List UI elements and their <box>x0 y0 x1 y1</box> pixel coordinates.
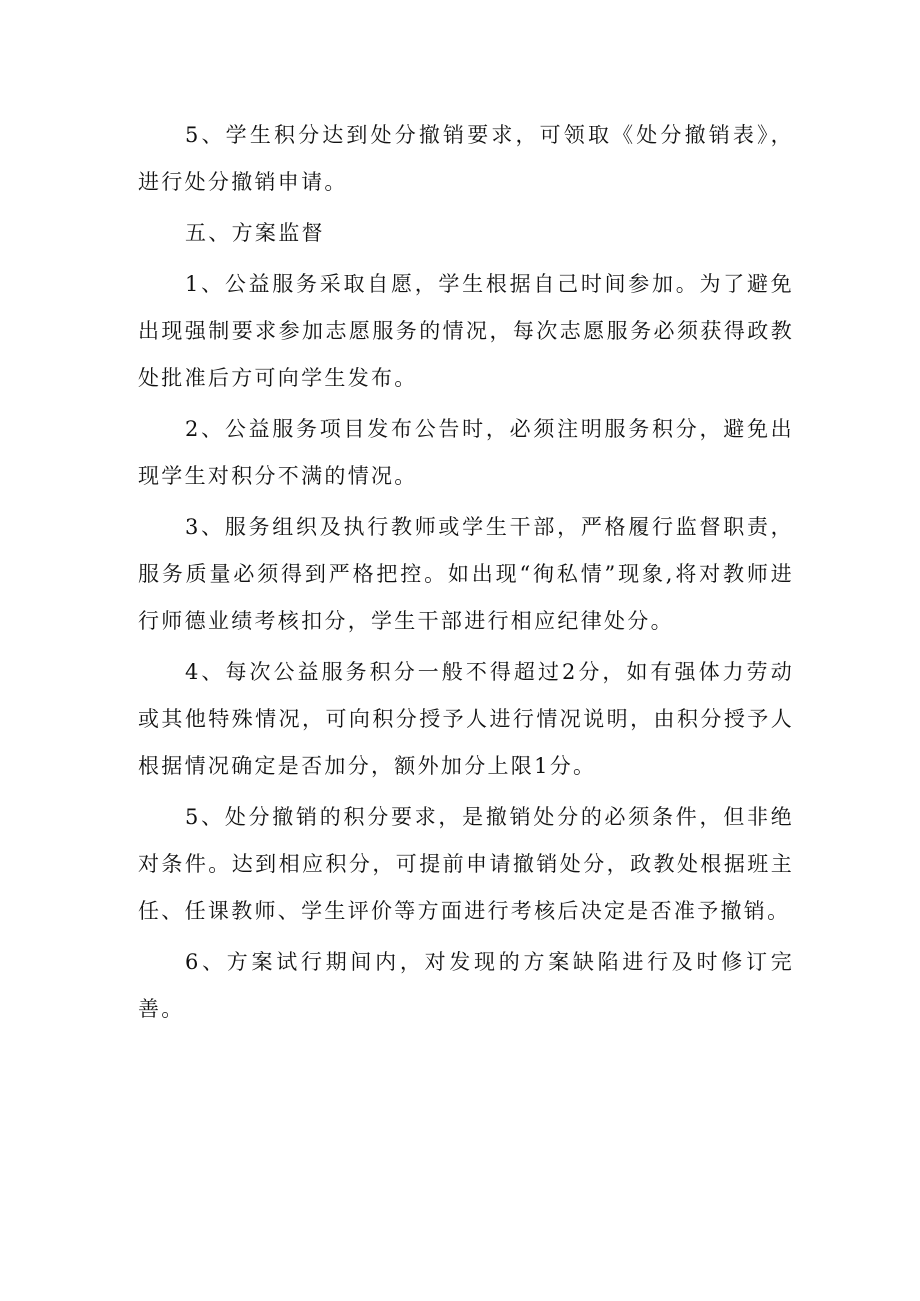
paragraph-points-limit: 4、每次公益服务积分一般不得超过2分，如有强体力劳动或其他特殊情况，可向积分授予人进行情况说明，由积分授予人根据情况确定是否加分，额外加分上限1分。 <box>138 660 794 778</box>
section-heading-supervision: 五、方案监督 <box>185 221 325 245</box>
paragraph-supervision-duties: 3、服务组织及执行教师或学生干部，严格履行监督职责，服务质量必须得到严格把控。如出现“徇私情”现象,将对教师进行师德业绩考核扣分，学生干部进行相应纪律处分。 <box>138 515 794 633</box>
paragraph-revocation-conditions: 5、处分撤销的积分要求，是撤销处分的必须条件，但非绝对条件。达到相应积分，可提前申请撤销处分，政教处根据班主任、任课教师、学生评价等方面进行考核后决定是否准予撤销。 <box>138 805 794 923</box>
paragraph-trial-revision: 6、方案试行期间内，对发现的方案缺陷进行及时修订完善。 <box>138 950 794 1021</box>
paragraph-revocation-application: 5、学生积分达到处分撤销要求，可领取《处分撤销表》，进行处分撤销申请。 <box>138 123 794 194</box>
paragraph-voluntary-service: 1、公益服务采取自愿，学生根据自己时间参加。为了避免出现强制要求参加志愿服务的情况，每次志愿服务必须获得政教处批准后方可向学生发布。 <box>138 272 794 390</box>
paragraph-announcement-points: 2、公益服务项目发布公告时，必须注明服务积分，避免出现学生对积分不满的情况。 <box>138 417 794 488</box>
document-body <box>138 112 794 1037</box>
